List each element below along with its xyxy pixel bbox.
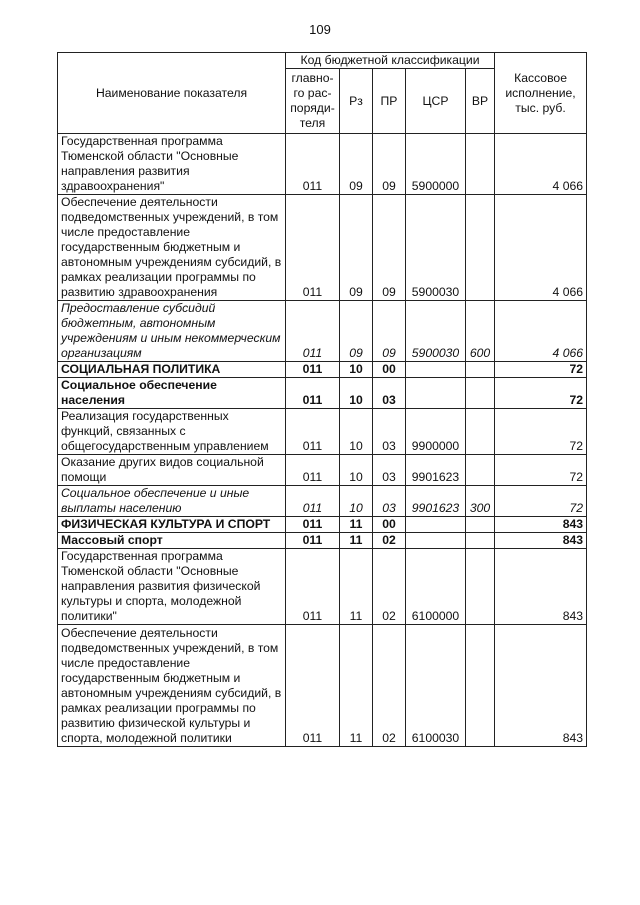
- header-amount: Кассовое исполнение, тыс. руб.: [495, 53, 587, 134]
- cell-vr: [466, 549, 495, 625]
- header-rz: Рз: [340, 69, 373, 134]
- cell-glavn: 011: [286, 134, 340, 195]
- cell-rz: 10: [340, 378, 373, 409]
- cell-name: Обеспечение деятельности подведомственных учреждений, в том числе предоставление государственным бюджетным и автономным учреждениям субсидий, в рамках реализации программы по развитию физической культуры и спорта, молодежной политики: [58, 625, 286, 747]
- table-row: [58, 486, 587, 517]
- table-row: [58, 625, 587, 747]
- cell-pr: 02: [373, 533, 406, 549]
- cell-glavn: 011: [286, 486, 340, 517]
- table-row: [58, 533, 587, 549]
- header-glavn: главно-го рас-поряди-теля: [286, 69, 340, 134]
- cell-amount: 843: [495, 625, 587, 747]
- cell-glavn: 011: [286, 517, 340, 533]
- cell-glavn: 011: [286, 549, 340, 625]
- cell-rz: 10: [340, 486, 373, 517]
- cell-name: Государственная программа Тюменской области "Основные направления развития физической культуры и спорта, молодежной политики": [58, 549, 286, 625]
- cell-rz: 10: [340, 455, 373, 486]
- cell-name: Массовый спорт: [58, 533, 286, 549]
- cell-pr: 09: [373, 195, 406, 301]
- cell-glavn: 011: [286, 378, 340, 409]
- cell-name: Государственная программа Тюменской области "Основные направления развития здравоохранения": [58, 134, 286, 195]
- cell-amount: 72: [495, 486, 587, 517]
- cell-name: Оказание других видов социальной помощи: [58, 455, 286, 486]
- cell-vr: [466, 533, 495, 549]
- cell-rz: 11: [340, 517, 373, 533]
- header-name: Наименование показателя: [58, 53, 286, 134]
- cell-pr: 00: [373, 517, 406, 533]
- cell-name: Социальное обеспечение населения: [58, 378, 286, 409]
- cell-rz: 11: [340, 549, 373, 625]
- cell-amount: 72: [495, 362, 587, 378]
- cell-rz: 09: [340, 301, 373, 362]
- cell-csr: 5900000: [406, 134, 466, 195]
- cell-name: СОЦИАЛЬНАЯ ПОЛИТИКА: [58, 362, 286, 378]
- cell-glavn: 011: [286, 409, 340, 455]
- cell-rz: 09: [340, 195, 373, 301]
- cell-csr: 5900030: [406, 301, 466, 362]
- header-code-group: Код бюджетной классификации: [286, 53, 495, 69]
- cell-csr: 9901623: [406, 486, 466, 517]
- cell-rz: 10: [340, 409, 373, 455]
- cell-csr: 5900030: [406, 195, 466, 301]
- table-row: [58, 549, 587, 625]
- cell-amount: 72: [495, 455, 587, 486]
- cell-rz: 09: [340, 134, 373, 195]
- cell-vr: [466, 517, 495, 533]
- header-pr: ПР: [373, 69, 406, 134]
- cell-vr: 300: [466, 486, 495, 517]
- cell-csr: [406, 533, 466, 549]
- cell-amount: 4 066: [495, 195, 587, 301]
- cell-pr: 03: [373, 378, 406, 409]
- cell-pr: 09: [373, 301, 406, 362]
- cell-glavn: 011: [286, 625, 340, 747]
- cell-amount: 4 066: [495, 134, 587, 195]
- cell-csr: 6100030: [406, 625, 466, 747]
- cell-csr: 9900000: [406, 409, 466, 455]
- table-row: [58, 362, 587, 378]
- cell-pr: 09: [373, 134, 406, 195]
- cell-vr: 600: [466, 301, 495, 362]
- table-row: [58, 301, 587, 362]
- cell-vr: [466, 195, 495, 301]
- header-csr: ЦСР: [406, 69, 466, 134]
- table-row: [58, 195, 587, 301]
- cell-csr: 6100000: [406, 549, 466, 625]
- budget-table: [57, 52, 587, 747]
- table-row: [58, 409, 587, 455]
- table-row: [58, 134, 587, 195]
- cell-name: Социальное обеспечение и иные выплаты населению: [58, 486, 286, 517]
- cell-vr: [466, 455, 495, 486]
- cell-vr: [466, 409, 495, 455]
- cell-glavn: 011: [286, 362, 340, 378]
- cell-amount: 843: [495, 533, 587, 549]
- cell-csr: [406, 362, 466, 378]
- cell-pr: 03: [373, 455, 406, 486]
- cell-name: Предоставление субсидий бюджетным, автономным учреждениям и иным некоммерческим организациям: [58, 301, 286, 362]
- cell-pr: 02: [373, 625, 406, 747]
- cell-amount: 4 066: [495, 301, 587, 362]
- page-number: 109: [309, 22, 331, 37]
- header-vr: ВР: [466, 69, 495, 134]
- cell-pr: 03: [373, 409, 406, 455]
- table-body: [58, 134, 587, 747]
- cell-vr: [466, 134, 495, 195]
- cell-amount: 72: [495, 409, 587, 455]
- cell-rz: 11: [340, 533, 373, 549]
- cell-pr: 00: [373, 362, 406, 378]
- cell-rz: 11: [340, 625, 373, 747]
- cell-name: Обеспечение деятельности подведомственных учреждений, в том числе предоставление государственным бюджетным и автономным учреждениям субсидий, в рамках реализации программы по развитию здравоохранения: [58, 195, 286, 301]
- cell-vr: [466, 378, 495, 409]
- cell-csr: [406, 378, 466, 409]
- cell-amount: 843: [495, 549, 587, 625]
- cell-pr: 02: [373, 549, 406, 625]
- cell-pr: 03: [373, 486, 406, 517]
- cell-glavn: 011: [286, 533, 340, 549]
- cell-name: Реализация государственных функций, связанных с общегосударственным управлением: [58, 409, 286, 455]
- cell-glavn: 011: [286, 195, 340, 301]
- cell-amount: 843: [495, 517, 587, 533]
- cell-csr: [406, 517, 466, 533]
- cell-csr: 9901623: [406, 455, 466, 486]
- table-row: [58, 455, 587, 486]
- cell-rz: 10: [340, 362, 373, 378]
- cell-vr: [466, 625, 495, 747]
- table-row: [58, 517, 587, 533]
- cell-amount: 72: [495, 378, 587, 409]
- table-row: [58, 378, 587, 409]
- cell-glavn: 011: [286, 455, 340, 486]
- cell-vr: [466, 362, 495, 378]
- cell-glavn: 011: [286, 301, 340, 362]
- cell-name: ФИЗИЧЕСКАЯ КУЛЬТУРА И СПОРТ: [58, 517, 286, 533]
